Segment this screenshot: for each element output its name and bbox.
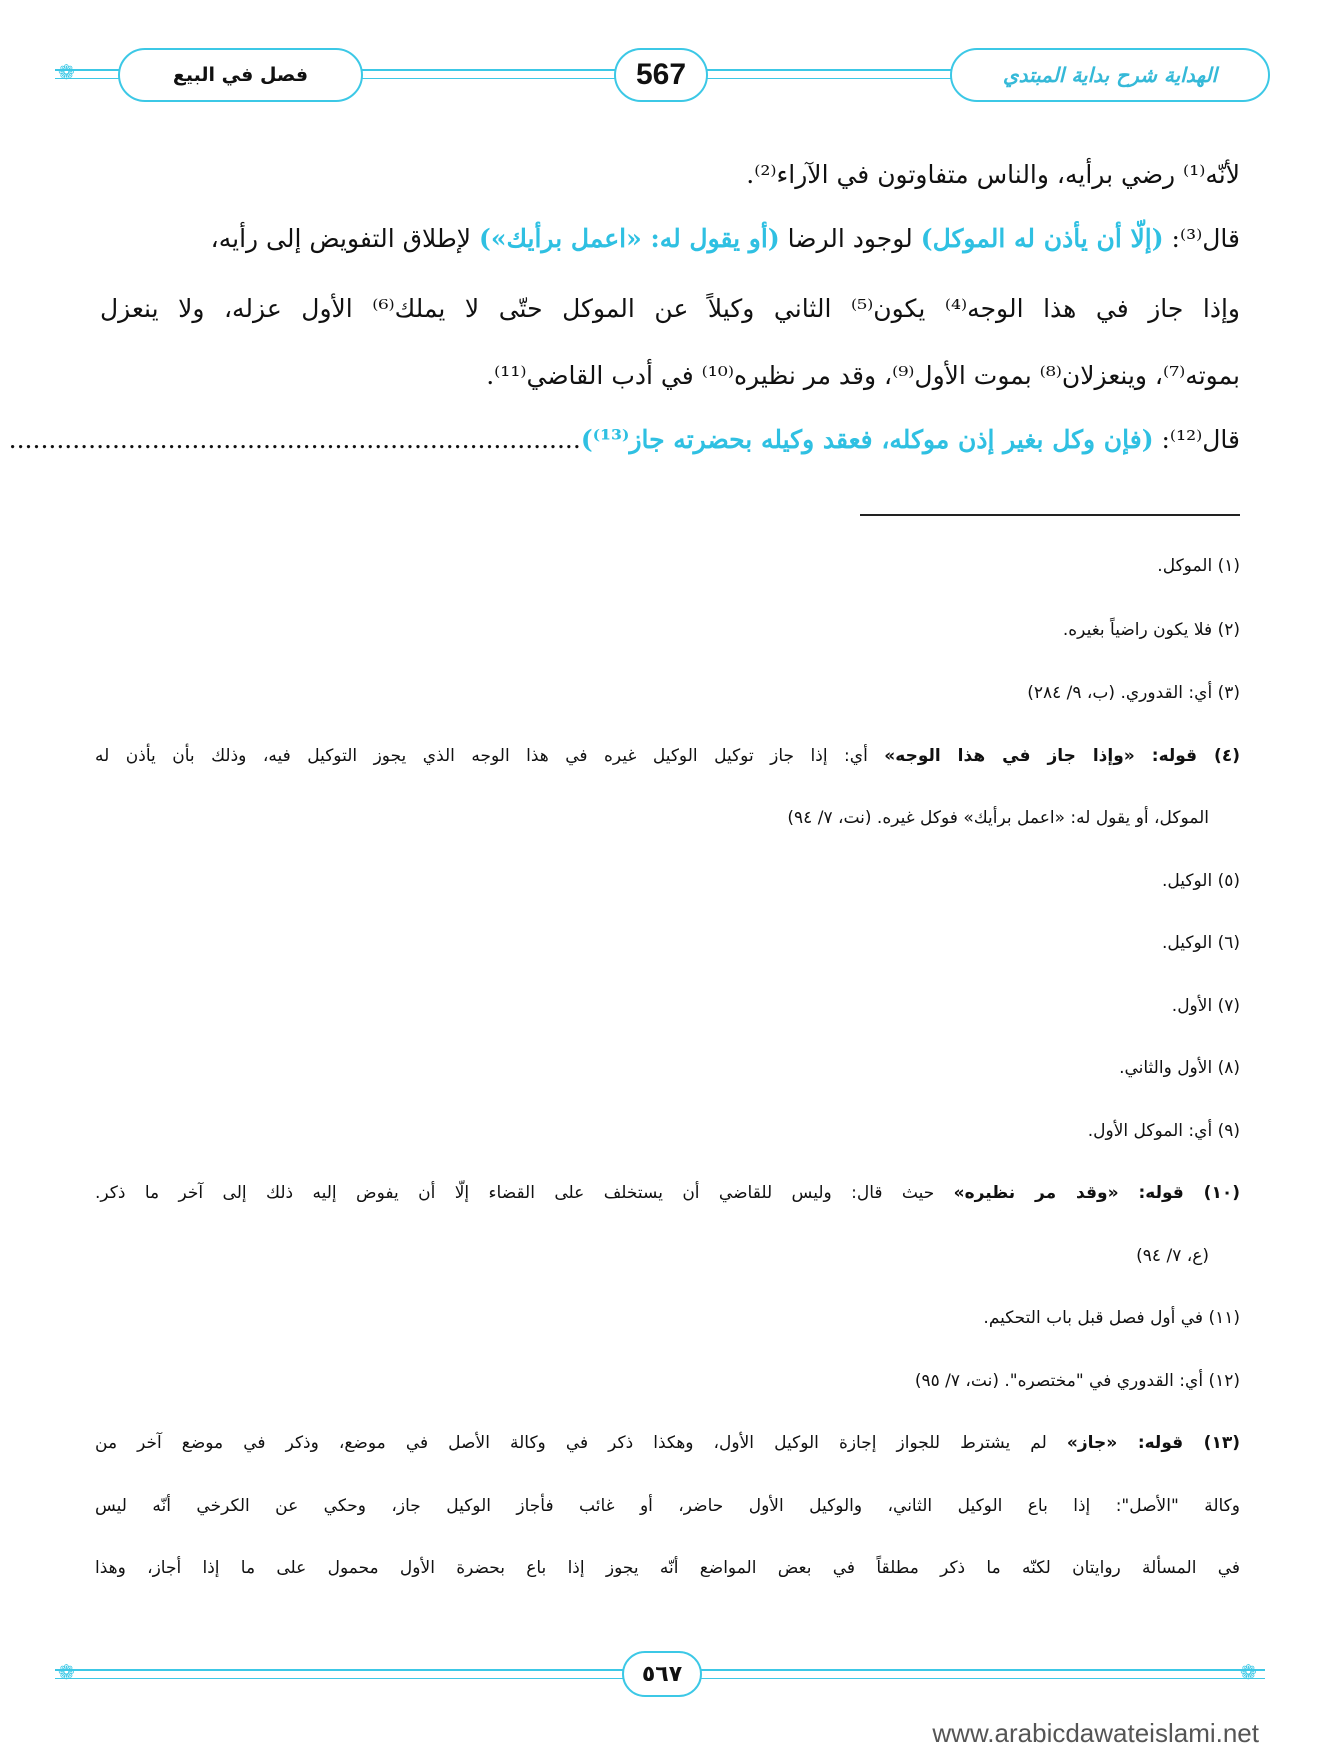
body-line-2 <box>100 224 1240 253</box>
footnote-8: (٨) الأول والثاني. <box>1119 1058 1240 1078</box>
footnote-9: (٩) أي: الموكل الأول. <box>1087 1121 1240 1141</box>
footnote-13-line-3: في المسألة روايتان لكنّه ما ذكر مطلقاً في بعض المواضع أنّه يجوز إذا باع بحضرة الأول محمول على ما إذا أجاز، وهذا <box>95 1558 1240 1578</box>
footer-page-number-text: ٥٦٧ <box>641 1661 683 1687</box>
footnote-10-lead: (١٠) قوله: «وقد مر نظيره» <box>953 1183 1240 1203</box>
body-line-4: بموته⁽⁷⁾، وينعزلان⁽⁸⁾ بموت الأول⁽⁹⁾، وقد مر نظيره⁽¹⁰⁾ في أدب القاضي⁽¹¹⁾. <box>486 361 1240 390</box>
footnote-10-line-2: (ع، ٧/ ٩٤) <box>1136 1246 1209 1266</box>
footnote-6: (٦) الوكيل. <box>1161 933 1240 953</box>
footer-ornament-right-icon: ❁ <box>1240 1660 1257 1684</box>
page-number <box>614 48 708 102</box>
body-line-5 <box>8 425 1240 454</box>
header-ornament-left-icon: ❁ <box>58 60 75 84</box>
body-line-2-e: لإطلاق التفويض إلى رأيه، <box>210 224 479 253</box>
footer-page-number <box>622 1651 702 1697</box>
footnote-12: (١٢) أي: القدوري في "مختصره". (نت، ٧/ ٩٥) <box>914 1371 1240 1391</box>
footnote-1: (١) الموكل. <box>1157 556 1240 576</box>
book-title <box>950 48 1270 102</box>
footnote-10-rest: حيث قال: وليس للقاضي أن يستخلف على القضاء إلّا أن يفوض إليه ذلك إلى آخر ما ذكر. <box>95 1183 954 1203</box>
body-line-5-dots: ........................................................................ <box>8 425 581 454</box>
body-line-5-a: قال⁽¹²⁾: <box>1153 425 1240 454</box>
site-url: www.arabicdawateislami.net <box>932 1718 1259 1748</box>
page-number-text: 567 <box>635 58 687 91</box>
body-line-3: وإذا جاز في هذا الوجه⁽⁴⁾ يكون⁽⁵⁾ الثاني وكيلاً عن الموكل حتّى لا يملك⁽⁶⁾ الأول عزله، ولا ينعزل <box>100 294 1240 323</box>
body-line-2-d: (أو يقول له: «اعمل برأيك») <box>479 224 780 253</box>
footnote-4-rest: أي: إذا جاز توكيل الوكيل غيره في هذا الوجه الذي يجوز التوكيل فيه، وذلك بأن يأذن له <box>95 746 885 766</box>
footnote-4-line-2: الموكل، أو يقول له: «اعمل برأيك» فوكل غيره. (نت، ٧/ ٩٤) <box>787 808 1209 828</box>
footnote-5: (٥) الوكيل. <box>1161 871 1240 891</box>
footnote-11: (١١) في أول فصل قبل باب التحكيم. <box>983 1308 1240 1328</box>
section-title-text: فصل في البيع <box>172 64 309 86</box>
footnote-4-lead: (٤) قوله: «وإذا جاز في هذا الوجه» <box>884 746 1240 766</box>
body-line-2-a: قال⁽³⁾: <box>1163 224 1240 253</box>
footnote-10 <box>95 1183 1240 1203</box>
footnote-13-lead: (١٣) قوله: «جاز» <box>1066 1433 1241 1453</box>
footnote-13 <box>95 1433 1240 1453</box>
body-line-5-b: (فإن وكل بغير إذن موكله، فعقد وكيله بحضرته جاز⁽¹³⁾) <box>580 425 1154 454</box>
body-line-1: لأنّه⁽¹⁾ رضي برأيه، والناس متفاوتون في الآراء⁽²⁾. <box>746 160 1240 189</box>
footnote-7: (٧) الأول. <box>1171 996 1240 1016</box>
body-line-2-b: (إلّا أن يأذن له الموكل) <box>920 224 1164 253</box>
footnote-2: (٢) فلا يكون راضياً بغيره. <box>1062 620 1240 640</box>
footnote-4 <box>95 746 1240 766</box>
footnote-separator <box>860 514 1240 516</box>
section-title <box>118 48 363 102</box>
footnote-13-line-2: وكالة "الأصل": إذا باع الوكيل الثاني، والوكيل الأول حاضر، أو غائب فأجاز الوكيل جاز، وحكي عن الكرخي أنّه ليس <box>95 1496 1240 1516</box>
footnote-13-rest: لم يشترط للجواز إجازة الوكيل الأول، وهكذا ذكر في وكالة الأصل في موضع، وذكر في موضع آخر من <box>95 1433 1067 1453</box>
footer-ornament-left-icon: ❁ <box>58 1660 75 1684</box>
body-line-2-c: لوجود الرضا <box>779 224 921 253</box>
footnote-3: (٣) أي: القدوري. (ب، ٩/ ٢٨٤) <box>1027 683 1240 703</box>
book-title-text: الهداية شرح بداية المبتدي <box>1002 63 1218 87</box>
